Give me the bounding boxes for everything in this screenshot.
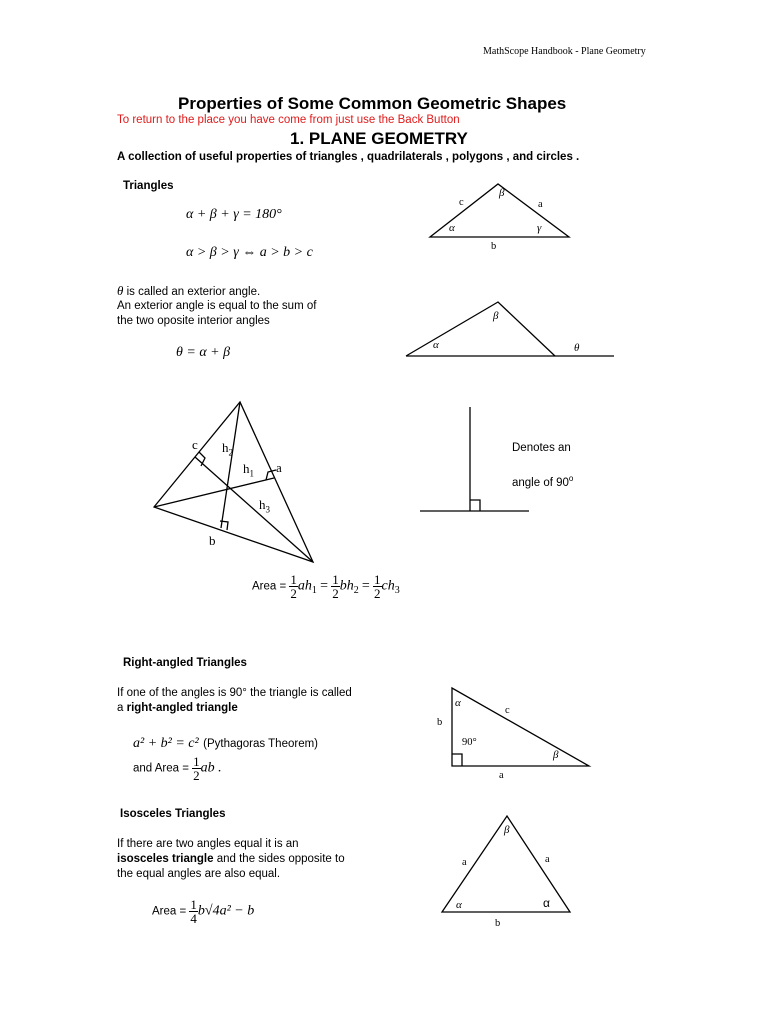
frac2-num: 1 [332,572,339,587]
iso-label-alpha-right: α [543,896,550,910]
iso-label-beta: β [504,824,510,836]
isosceles-heading: Isosceles Triangles [120,808,226,820]
pythagoras-math: a² + b² = c² [133,736,199,751]
page-title: Properties of Some Common Geometric Shapes [178,94,567,113]
ext-label-beta: β [493,310,499,322]
eq1: = [320,578,329,594]
term-ch: ch [381,578,395,594]
exterior-formula: θ = α + β [176,345,231,360]
right-mark-c [199,452,205,466]
isosceles-line2-rest: and the sides opposite to [213,853,345,865]
denotes-line2-text: angle of 90 [512,476,569,489]
alt-label-h2-sub: 2 [228,447,233,458]
alt-label-b: b [209,533,216,548]
denotes-line1: Denotes an [512,442,571,454]
alt-label-h1-sub: 1 [249,468,254,479]
alt-label-h3-sub: 3 [265,504,270,515]
right-angled-line2-pre: a [117,702,127,714]
alt-label-h2 [222,440,233,458]
intro-text: A collection of useful properties of triangles , quadrilaterals , polygons , and circles . [117,151,580,163]
eq2: = [361,578,370,594]
isosceles-area-label: Area = [152,905,187,918]
term-ah: ah [297,578,312,594]
rt-label-alpha: α [455,697,461,709]
isosceles-area-den: 4 [190,911,197,926]
frac1-num: 1 [290,572,297,587]
tri1-label-c: c [459,197,464,208]
pythagoras-note: (Pythagoras Theorem) [203,738,318,750]
frac3-den: 2 [374,586,381,601]
exterior-angle-triangle [406,302,555,356]
rt-label-c: c [505,705,510,716]
isosceles-term: isosceles triangle [117,853,214,865]
isosceles-area-num: 1 [190,897,197,912]
right-angled-line1: If one of the angles is 90° the triangle is called [117,687,352,699]
section-heading: 1. PLANE GEOMETRY [290,129,468,148]
tri1-label-beta: β [499,187,505,199]
angle-sum-formula: α + β + γ = 180° [186,207,282,222]
ext-label-theta: θ [574,342,580,354]
alt-label-c: c [192,437,198,452]
alt-label-h1-base: h [243,461,250,476]
tri1-label-b: b [491,241,497,252]
header-note: MathScope Handbook - Plane Geometry [483,46,646,57]
frac1-den: 2 [290,586,297,601]
theta-symbol: θ [117,283,124,298]
iso-label-a-right: a [545,854,550,865]
right-angled-term: right-angled triangle [126,702,238,714]
term-ah-sub: 1 [311,584,317,596]
right-area-rest: ab . [200,760,222,776]
alt-label-h1 [243,461,254,479]
right-angle-box [470,500,480,511]
rt-label-b: b [437,717,443,728]
isosceles-area-rest: b√4a² − b [197,903,255,919]
return-note: To return to the place you have come from just use the Back Button [117,114,460,126]
right-area-label: and Area = [133,762,189,775]
frac2-den: 2 [332,586,339,601]
right-area-den: 2 [193,768,200,783]
rt-label-a: a [499,770,504,781]
tri1-label-a: a [538,199,543,210]
exterior-line2: An exterior angle is equal to the sum of [117,300,317,312]
tri1-label-gamma: γ [537,222,542,234]
term-bh: bh [339,578,354,594]
alt-label-a: a [276,460,282,475]
right-angled-heading: Right-angled Triangles [123,657,247,669]
iso-label-a-left: a [462,857,467,868]
right-triangle [452,688,589,766]
alt-label-h3-base: h [259,497,266,512]
isosceles-line3: the equal angles are also equal. [117,868,281,880]
exterior-line3: the two oposite interior angles [117,315,270,327]
order-relation-formula: α > β > γ ⇔ a > b > c [186,245,313,260]
right-area-num: 1 [193,754,200,769]
frac3-num: 1 [374,572,381,587]
isosceles-line1: If there are two angles equal it is an [117,838,299,850]
iso-label-b: b [495,918,501,929]
triangles-heading: Triangles [123,180,174,192]
term-bh-sub: 2 [353,584,359,596]
altitude-area-label: Area = [252,580,287,593]
tri1-label-alpha: α [449,222,455,234]
exterior-line1-text: is called an exterior angle. [123,286,261,298]
altitude-triangle [154,402,313,562]
rt-label-90: 90° [462,737,477,748]
altitude-h1 [154,478,274,507]
denotes-line2: angle of 90$^o$ [512,474,574,489]
ext-label-alpha: α [433,339,439,351]
iso-label-alpha-left: α [456,899,462,911]
alt-label-h3 [259,497,270,515]
right-triangle-box [452,754,462,766]
term-ch-sub: 3 [394,584,400,596]
rt-label-beta: β [553,749,559,761]
alt-label-h2-base: h [222,440,229,455]
